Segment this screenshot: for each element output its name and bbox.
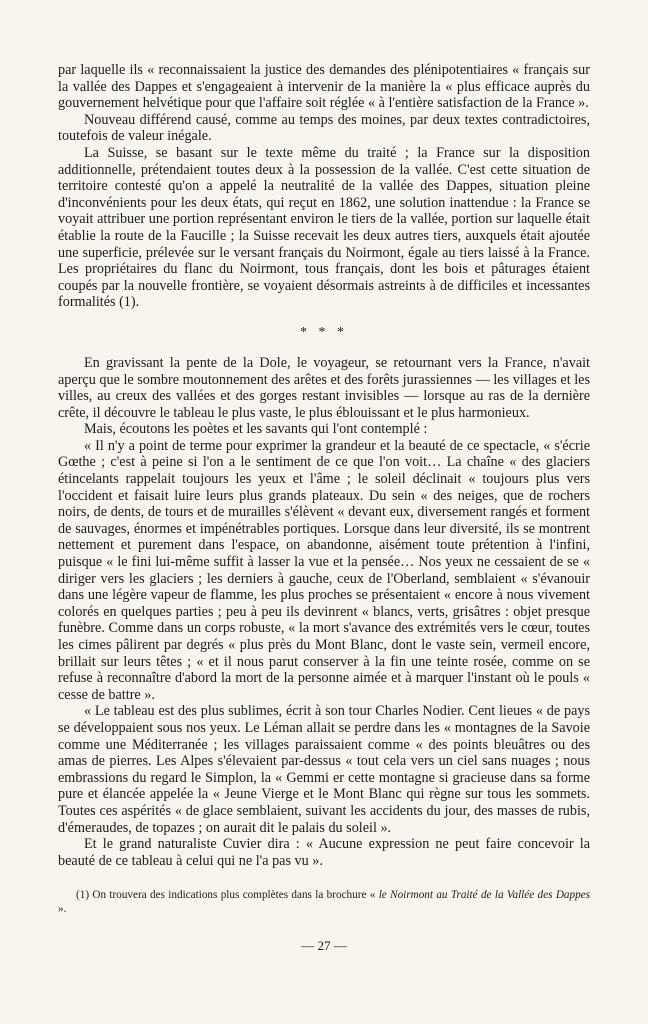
paragraph: Nouveau différend causé, comme au temps des moines, par deux textes contradictoires, toutefois de valeur inégale.	[58, 111, 590, 145]
paragraph: La Suisse, se basant sur le texte même du traité ; la France sur la disposition additionnelle, prétendaient toutes deux à la possession de la vallée. C'est cette situation de territoire contesté qu'on a appelé la neutralité de la vallée des Dappes, situation pleine d'inconvénients pour les deux états, qui reçut en 1862, une solution inattendue : la France se voyait attribuer une portion représentant environ le tiers de la vallée, portion sur laquelle était établie la route de la Faucille ; la Suisse recevait les deux autres tiers, auxquels était ajoutée une superficie, prélevée sur le versant français du Noirmont, égale au tiers laissé à la France. Les propriétaires du flanc du Noirmont, tous français, dont les bois et pâturages étaient coupés par la nouvelle frontière, se voyaient désormais astreints à de difficiles et incessantes formalités (1).	[58, 144, 590, 311]
section-separator: * * *	[300, 324, 348, 340]
paragraph: par laquelle ils « reconnaissaient la justice des demandes des plénipotentiaires « français sur la vallée des Dappes et s'engageaient à intervenir de la manière la « plus efficace auprès du gouvernement helvétique pour que l'affaire soit réglée « à l'entière satisfaction de la France ».	[58, 62, 590, 112]
quote-cuvier: Et le grand naturaliste Cuvier dira : « Aucune expression ne peut faire concevoir la beauté de ce tableau à celui qui ne l'a pas vu ».	[58, 836, 590, 869]
footnote-title: le Noirmont au Traité de la Vallée des Dappes	[378, 889, 590, 901]
paragraph: Mais, écoutons les poètes et les savants qui l'ont contemplé :	[84, 421, 428, 438]
footnote	[58, 888, 590, 916]
main-text	[58, 62, 590, 869]
footnote-prefix: (1) On trouvera des indications plus complètes dans la brochure «	[76, 889, 379, 901]
page-number: — 27 —	[301, 938, 347, 953]
quote-goethe: « Il n'y a point de terme pour exprimer la grandeur et la beauté de ce spectacle, « s'écrie Gœthe ; c'est à peine si l'on a le sentiment de ce que l'on voit… La chaîne « des glaciers étincelants rappelait toujours les yeux et l'âme ; le soleil déclinait « toujours plus vers l'occident et faisait luire leurs plus grands plateaux. Du sein « des neiges, que de rochers noirs, de dents, de tours et de murailles s'élèvent « devant eux, diversement rangés et forment de sauvages, énormes et impénétrables portiques. Lorsque dans leur diversité, ils se montrent nettement et purement dans l'espace, on abandonne, aisément toute prétention à l'infini, puisque « le fini lui-même suffit à lasser la vue et la pensée… Nos yeux ne cessaient de se « diriger vers les glaciers ; les derniers à gauche, ceux de l'Oberland, semblaient « s'évanouir dans une légère vapeur de flamme, les plus proches se présentaient « encore à nous vivement colorés en quelques parties ; peu à peu ils devinrent « blancs, verts, grisâtres : objet presque funèbre. Comme dans un corps robuste, « la mort s'avance des extrémités vers le cœur, toutes les cimes pâlirent par degrés « plus près du Mont Blanc, dont le vaste sein, vermeil encore, brillait sur leurs têtes ; « et il nous parut conserver à la fin une teinte rosée, comme on se refuse à reconnaître d'abord la mort de la personne aimée et à marquer l'instant où le pouls « cesse de battre ».	[58, 437, 590, 703]
footnote-suffix: ».	[58, 903, 67, 915]
paragraph: En gravissant la pente de la Dole, le voyageur, se retournant vers la France, n'avait aperçu que le sombre moutonnement des arêtes et des forêts jurassiennes — les villages et les villes, au creux des vallées et des gorges restant invisibles — lorsque au ras de la dernière crête, il découvre le tableau le plus vaste, le plus éblouissant et le plus harmonieux.	[58, 354, 590, 421]
quote-nodier: « Le tableau est des plus sublimes, écrit à son tour Charles Nodier. Cent lieues « de pays se développaient sous nos yeux. Le Léman allait se perdre dans les « montagnes de la Savoie comme une Méditerranée ; les villages paraissaient comme « des points bleuâtres ou des amas de pierres. Les Alpes s'élevaient par-dessus « tout cela vers un ciel sans nuages ; nous embrassions du regard le Simplon, la « Gemmi er cette montagne si gracieuse dans sa forme pure et élancée appelée la « Jeune Vierge et le Mont Blanc qui règne sur tous les sommets. Toutes ces aspérités « de glace semblaient, suivant les accidents du jour, des masses de rubis, d'émeraudes, de topazes ; on aurait dit le palais du soleil ».	[58, 703, 590, 836]
